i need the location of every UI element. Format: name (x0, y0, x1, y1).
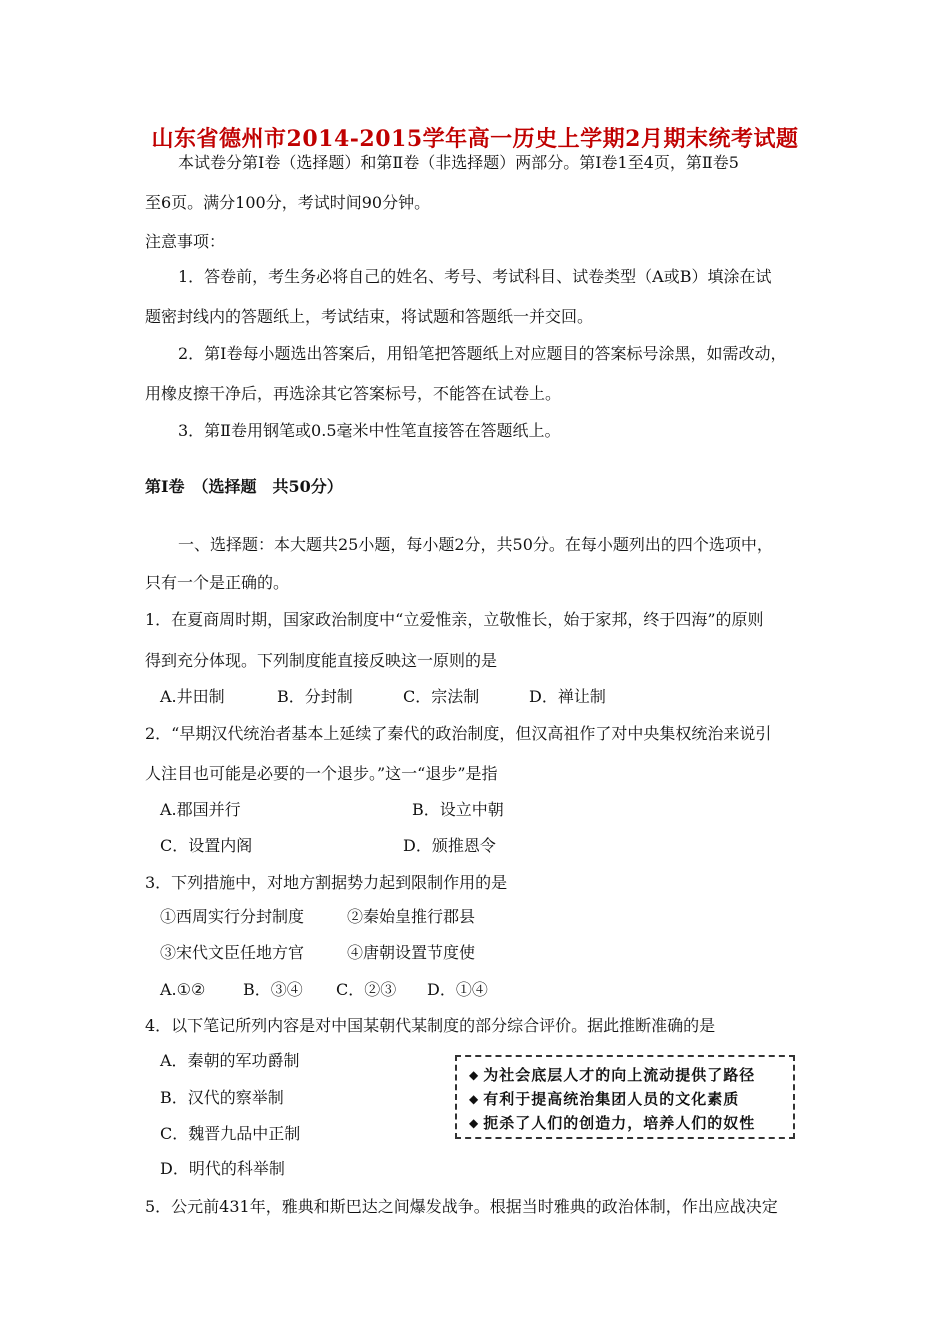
question-2-line-2: 人注目也可能是必要的一个退步。”这一“退步”是指 (145, 764, 498, 783)
question-3-item-1: ①西周实行分封制度 (160, 907, 305, 926)
question-2-option-c: C．设置内阁 (160, 836, 253, 855)
note-item (469, 1063, 785, 1087)
question-3-option-d: D．①④ (427, 980, 488, 999)
note-text-1: 为社会底层人才的向上流动提供了路径 (483, 1066, 756, 1084)
question-4-option-b: B．汉代的察举制 (160, 1088, 284, 1107)
notice-item-1-line-2: 题密封线内的答题纸上，考试结束，将试题和答题纸一并交回。 (145, 307, 594, 326)
note-text-2: 有利于提高统治集团人员的文化素质 (483, 1090, 740, 1108)
note-item (469, 1111, 785, 1135)
question-3-item-3: ③宋代文臣任地方官 (160, 943, 305, 962)
diamond-bullet-icon: ◆ (469, 1116, 480, 1130)
question-5-line-1: 5．公元前431年，雅典和斯巴达之间爆发战争。根据当时雅典的政治体制，作出应战决定 (145, 1197, 778, 1216)
question-4-line-1: 4．以下笔记所列内容是对中国某朝代某制度的部分综合评价。据此推断准确的是 (145, 1016, 716, 1035)
question-2-option-a: A.郡国并行 (160, 800, 241, 819)
question-3-option-c: C．②③ (336, 980, 397, 999)
intro-line-1: 本试卷分第Ⅰ卷（选择题）和第Ⅱ卷（非选择题）两部分。第Ⅰ卷1至4页，第Ⅱ卷5 (178, 153, 739, 172)
question-4-notes-box (455, 1055, 795, 1139)
question-3-line-1: 3．下列措施中，对地方割据势力起到限制作用的是 (145, 873, 508, 892)
note-item (469, 1087, 785, 1111)
question-1-line-1: 1．在夏商周时期，国家政治制度中“立爱惟亲，立敬惟长，始于家邦，终于四海”的原则 (145, 610, 764, 629)
question-3-option-a: A.①② (160, 980, 206, 999)
question-2-option-b: B．设立中朝 (412, 800, 504, 819)
question-4-option-a: A．秦朝的军功爵制 (160, 1051, 300, 1070)
question-3-option-b: B．③④ (243, 980, 303, 999)
intro-line-2: 至6页。满分100分，考试时间90分钟。 (145, 193, 431, 212)
section-instructions-line-1: 一、选择题：本大题共25小题，每小题2分，共50分。在每小题列出的四个选项中， (178, 535, 773, 554)
note-text-3: 扼杀了人们的创造力，培养人们的奴性 (483, 1114, 756, 1132)
question-4-option-d: D．明代的科举制 (160, 1159, 285, 1178)
notice-item-2-line-2: 用橡皮擦干净后，再选涂其它答案标号，不能答在试卷上。 (145, 384, 562, 403)
question-1-option-c: C．宗法制 (403, 687, 480, 706)
section-heading: 第Ⅰ卷 （选择题 共50分） (145, 477, 343, 496)
notice-item-1-line-1: 1．答卷前，考生务必将自己的姓名、考号、考试科目、试卷类型（A或B）填涂在试 (178, 267, 772, 286)
section-instructions-line-2: 只有一个是正确的。 (145, 573, 290, 592)
question-3-item-2: ②秦始皇推行郡县 (347, 907, 476, 926)
question-2-line-1: 2．“早期汉代统治者基本上延续了秦代的政治制度，但汉高祖作了对中央集权统治来说引 (145, 724, 772, 743)
question-2-option-d: D．颁推恩令 (403, 836, 496, 855)
diamond-bullet-icon: ◆ (469, 1092, 480, 1106)
notice-heading: 注意事项： (145, 232, 226, 251)
question-4-option-c: C．魏晋九品中正制 (160, 1124, 301, 1143)
page-title: 山东省德州市2014-2015学年高一历史上学期2月期末统考试题 (151, 126, 799, 152)
question-1-option-a: A.井田制 (160, 687, 225, 706)
question-1-line-2: 得到充分体现。下列制度能直接反映这一原则的是 (145, 651, 498, 670)
notice-item-2-line-1: 2．第Ⅰ卷每小题选出答案后，用铅笔把答题纸上对应题目的答案标号涂黑，如需改动， (178, 344, 787, 363)
question-1-option-d: D．禅让制 (529, 687, 606, 706)
notice-item-3: 3．第Ⅱ卷用钢笔或0.5毫米中性笔直接答在答题纸上。 (178, 421, 561, 440)
question-1-option-b: B．分封制 (277, 687, 353, 706)
diamond-bullet-icon: ◆ (469, 1068, 480, 1082)
question-3-item-4: ④唐朝设置节度使 (347, 943, 476, 962)
